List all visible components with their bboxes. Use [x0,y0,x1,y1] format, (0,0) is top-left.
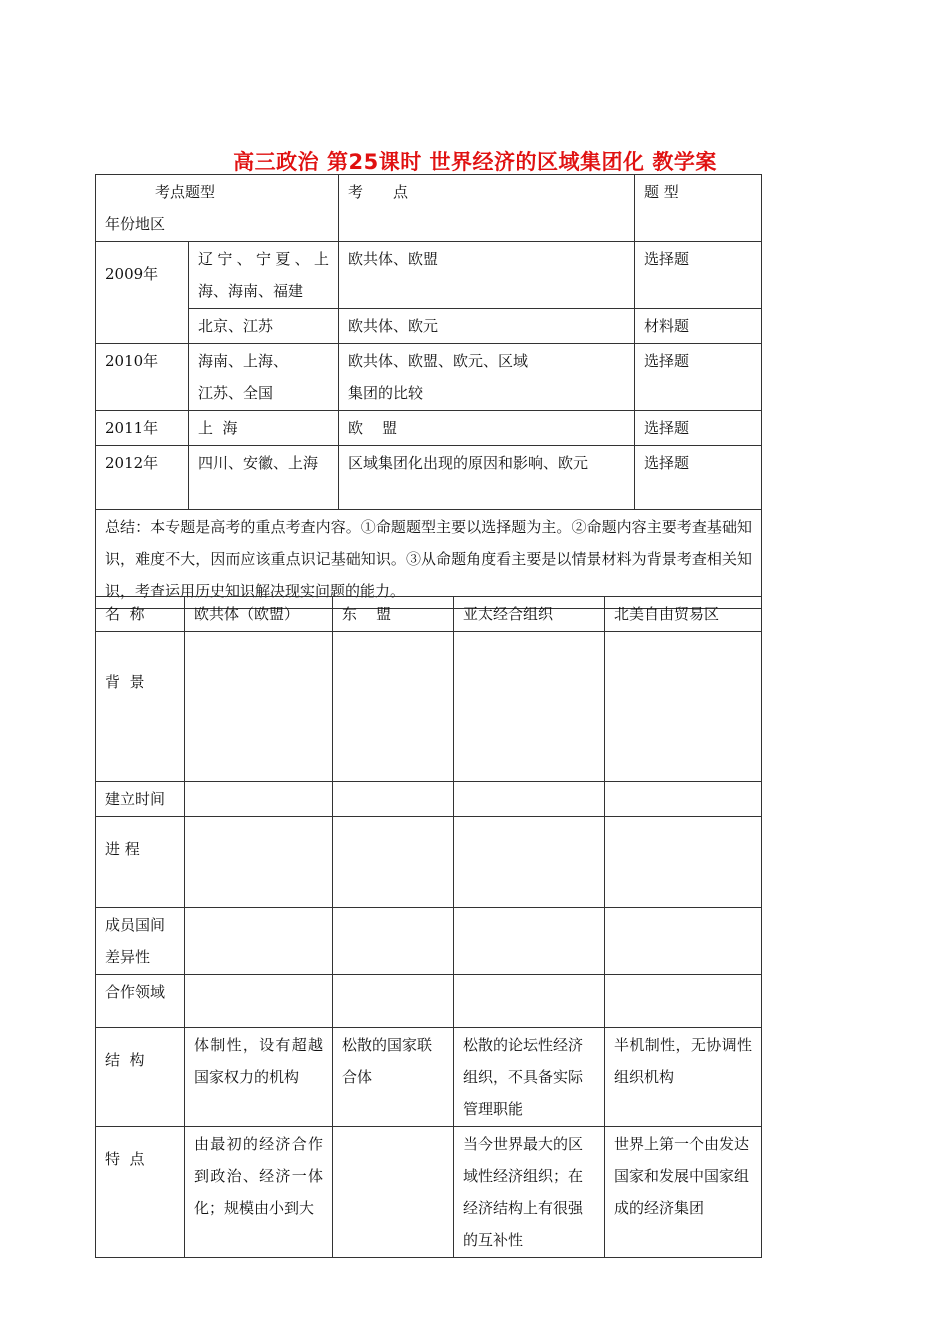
structure-apec: 松散的论坛性经济组织，不具备实际管理职能 [454,1028,605,1127]
type-cell: 选择题 [635,411,762,446]
row-label-founded: 建立时间 [96,782,185,817]
table-header-row [96,597,762,632]
structure-nafta: 半机制性，无协调性组织机构 [605,1028,762,1127]
table-row [96,309,762,344]
region-cell: 上 海 [189,411,339,446]
type-cell: 选择题 [635,344,762,411]
summary-row [96,510,762,609]
header-cell-nafta: 北美自由贸易区 [605,597,762,632]
year-cell: 2009年 [96,242,189,344]
table-row [96,1028,762,1127]
table-header-row [96,175,762,242]
corner-header-top: 考点题型 [155,183,216,201]
type-cell: 材料题 [635,309,762,344]
table-row [96,817,762,908]
header-cell-asean: 东 盟 [333,597,454,632]
summary-text: 总结：本专题是高考的重点考查内容。①命题题型主要以选择题为主。②命题内容主要考查基础知识，难度不大，因而应该重点识记基础知识。③从命题角度看主要是以情景材料为背景考查相关知识，考查运用历史知识解决现实问题的能力。 [96,510,762,609]
region-cell: 海南、上海、江苏、全国 [189,344,339,411]
features-nafta: 世界上第一个由发达国家和发展中国家组成的经济集团 [605,1127,762,1258]
header-cell-apec: 亚太经合组织 [454,597,605,632]
table-row [96,344,762,411]
corner-header-cell [96,175,339,242]
table-row [96,782,762,817]
exam-points-table [95,174,762,609]
table-row [96,908,762,975]
point-cell: 欧共体、欧元 [339,309,635,344]
col-header-tixing: 题 型 [635,175,762,242]
region-cell: 北京、江苏 [189,309,339,344]
features-ec: 由最初的经济合作到政治、经济一体化；规模由小到大 [185,1127,333,1258]
table-row [96,1127,762,1258]
row-label-coop: 合作领域 [96,975,185,1028]
table-row [96,411,762,446]
row-label-background: 背 景 [96,632,185,782]
point-cell: 欧共体、欧盟、欧元、区域集团的比较 [339,344,635,411]
row-label-features: 特 点 [96,1127,185,1258]
year-cell: 2010年 [96,344,189,411]
type-cell: 选择题 [635,446,762,510]
row-label-diff: 成员国间差异性 [96,908,185,975]
row-label-process: 进 程 [96,817,185,908]
structure-ec: 体制性，设有超越国家权力的机构 [185,1028,333,1127]
type-cell: 选择题 [635,242,762,309]
year-cell: 2011年 [96,411,189,446]
table-row [96,242,762,309]
table-row [96,975,762,1028]
table-row [96,446,762,510]
header-cell-name: 名 称 [96,597,185,632]
col-header-kaodian: 考 点 [339,175,635,242]
table-row [96,632,762,782]
corner-header-bottom: 年份地区 [105,215,166,233]
row-label-structure: 结 构 [96,1028,185,1127]
point-cell: 区域集团化出现的原因和影响、欧元 [339,446,635,510]
features-asean [333,1127,454,1258]
region-cell: 四川、安徽、上海 [189,446,339,510]
region-cell: 辽宁、宁夏、上海、海南、福建 [189,242,339,309]
point-cell: 欧共体、欧盟 [339,242,635,309]
header-cell-ec: 欧共体（欧盟） [185,597,333,632]
features-apec: 当今世界最大的区域性经济组织；在经济结构上有很强的互补性 [454,1127,605,1258]
page-title: 高三政治 第25课时 世界经济的区域集团化 教学案 [233,150,717,174]
point-cell: 欧 盟 [339,411,635,446]
year-cell: 2012年 [96,446,189,510]
structure-asean: 松散的国家联合体 [333,1028,454,1127]
comparison-table [95,596,762,1258]
